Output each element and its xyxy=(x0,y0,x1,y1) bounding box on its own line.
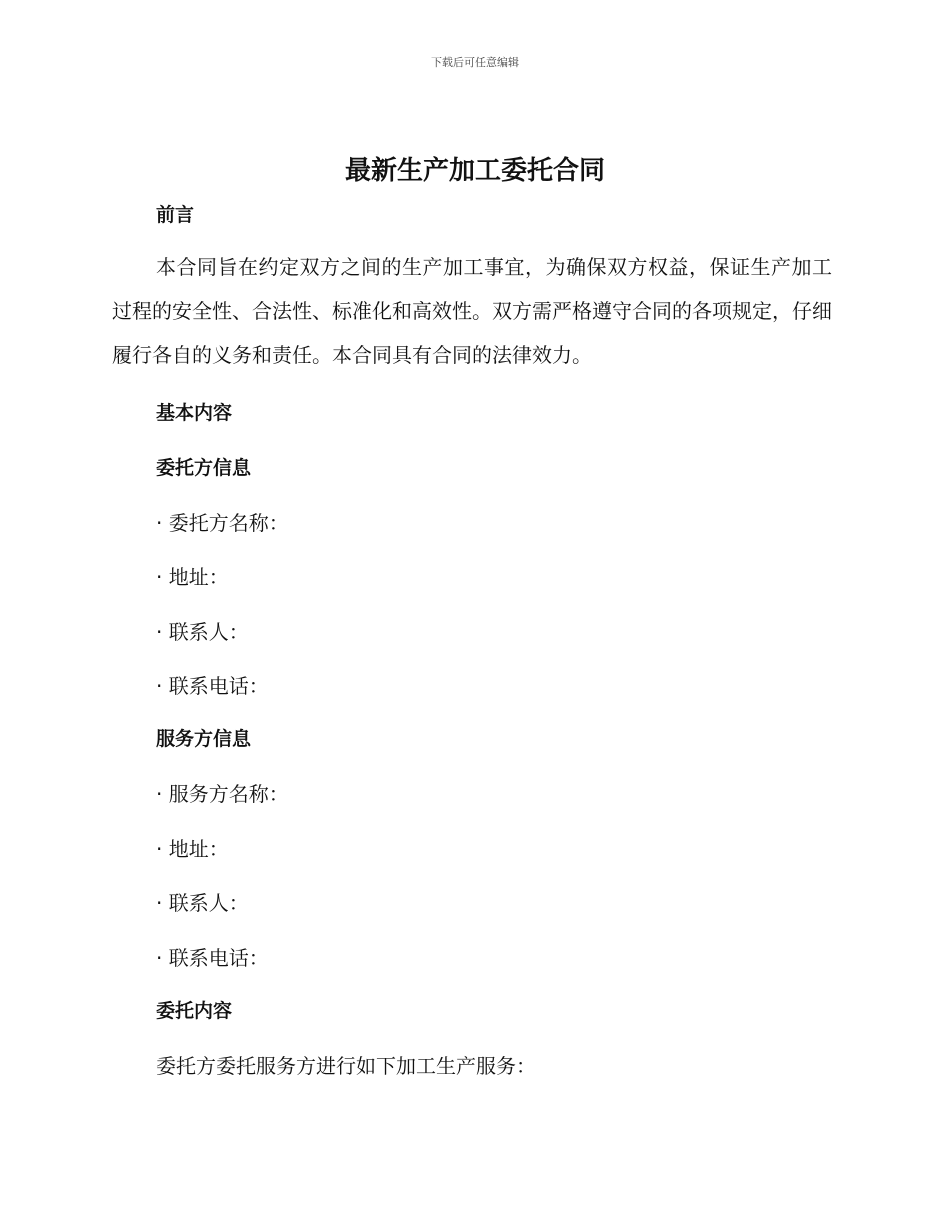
client-phone-field: · 联系电话： xyxy=(156,674,269,698)
preface-heading: 前言 xyxy=(156,204,195,226)
provider-info-heading: 服务方信息 xyxy=(156,728,252,750)
preface-paragraph: 本合同旨在约定双方之间的生产加工事宜，为确保双方权益，保证生产加工过程的安全性、合法性、标准化和高效性。双方需严格遵守合同的各项规定，仔细履行各自的义务和责任。本合同具有合同的法律效力。 xyxy=(112,255,832,367)
client-contact-field: · 联系人： xyxy=(156,620,249,644)
client-name-field: · 委托方名称： xyxy=(156,511,289,535)
document-title: 最新生产加工委托合同 xyxy=(344,156,605,186)
provider-phone-field: · 联系电话： xyxy=(156,946,269,970)
provider-address-field: · 地址： xyxy=(156,837,229,861)
basic-content-heading: 基本内容 xyxy=(156,402,233,424)
provider-name-field: · 服务方名称： xyxy=(156,782,289,806)
page-header-note: 下载后可任意编辑 xyxy=(431,56,519,69)
commission-text: 委托方委托服务方进行如下加工生产服务： xyxy=(156,1054,536,1078)
client-info-heading: 委托方信息 xyxy=(156,457,252,479)
client-address-field: · 地址： xyxy=(156,565,229,589)
commission-heading: 委托内容 xyxy=(156,1000,233,1022)
provider-contact-field: · 联系人： xyxy=(156,891,249,915)
